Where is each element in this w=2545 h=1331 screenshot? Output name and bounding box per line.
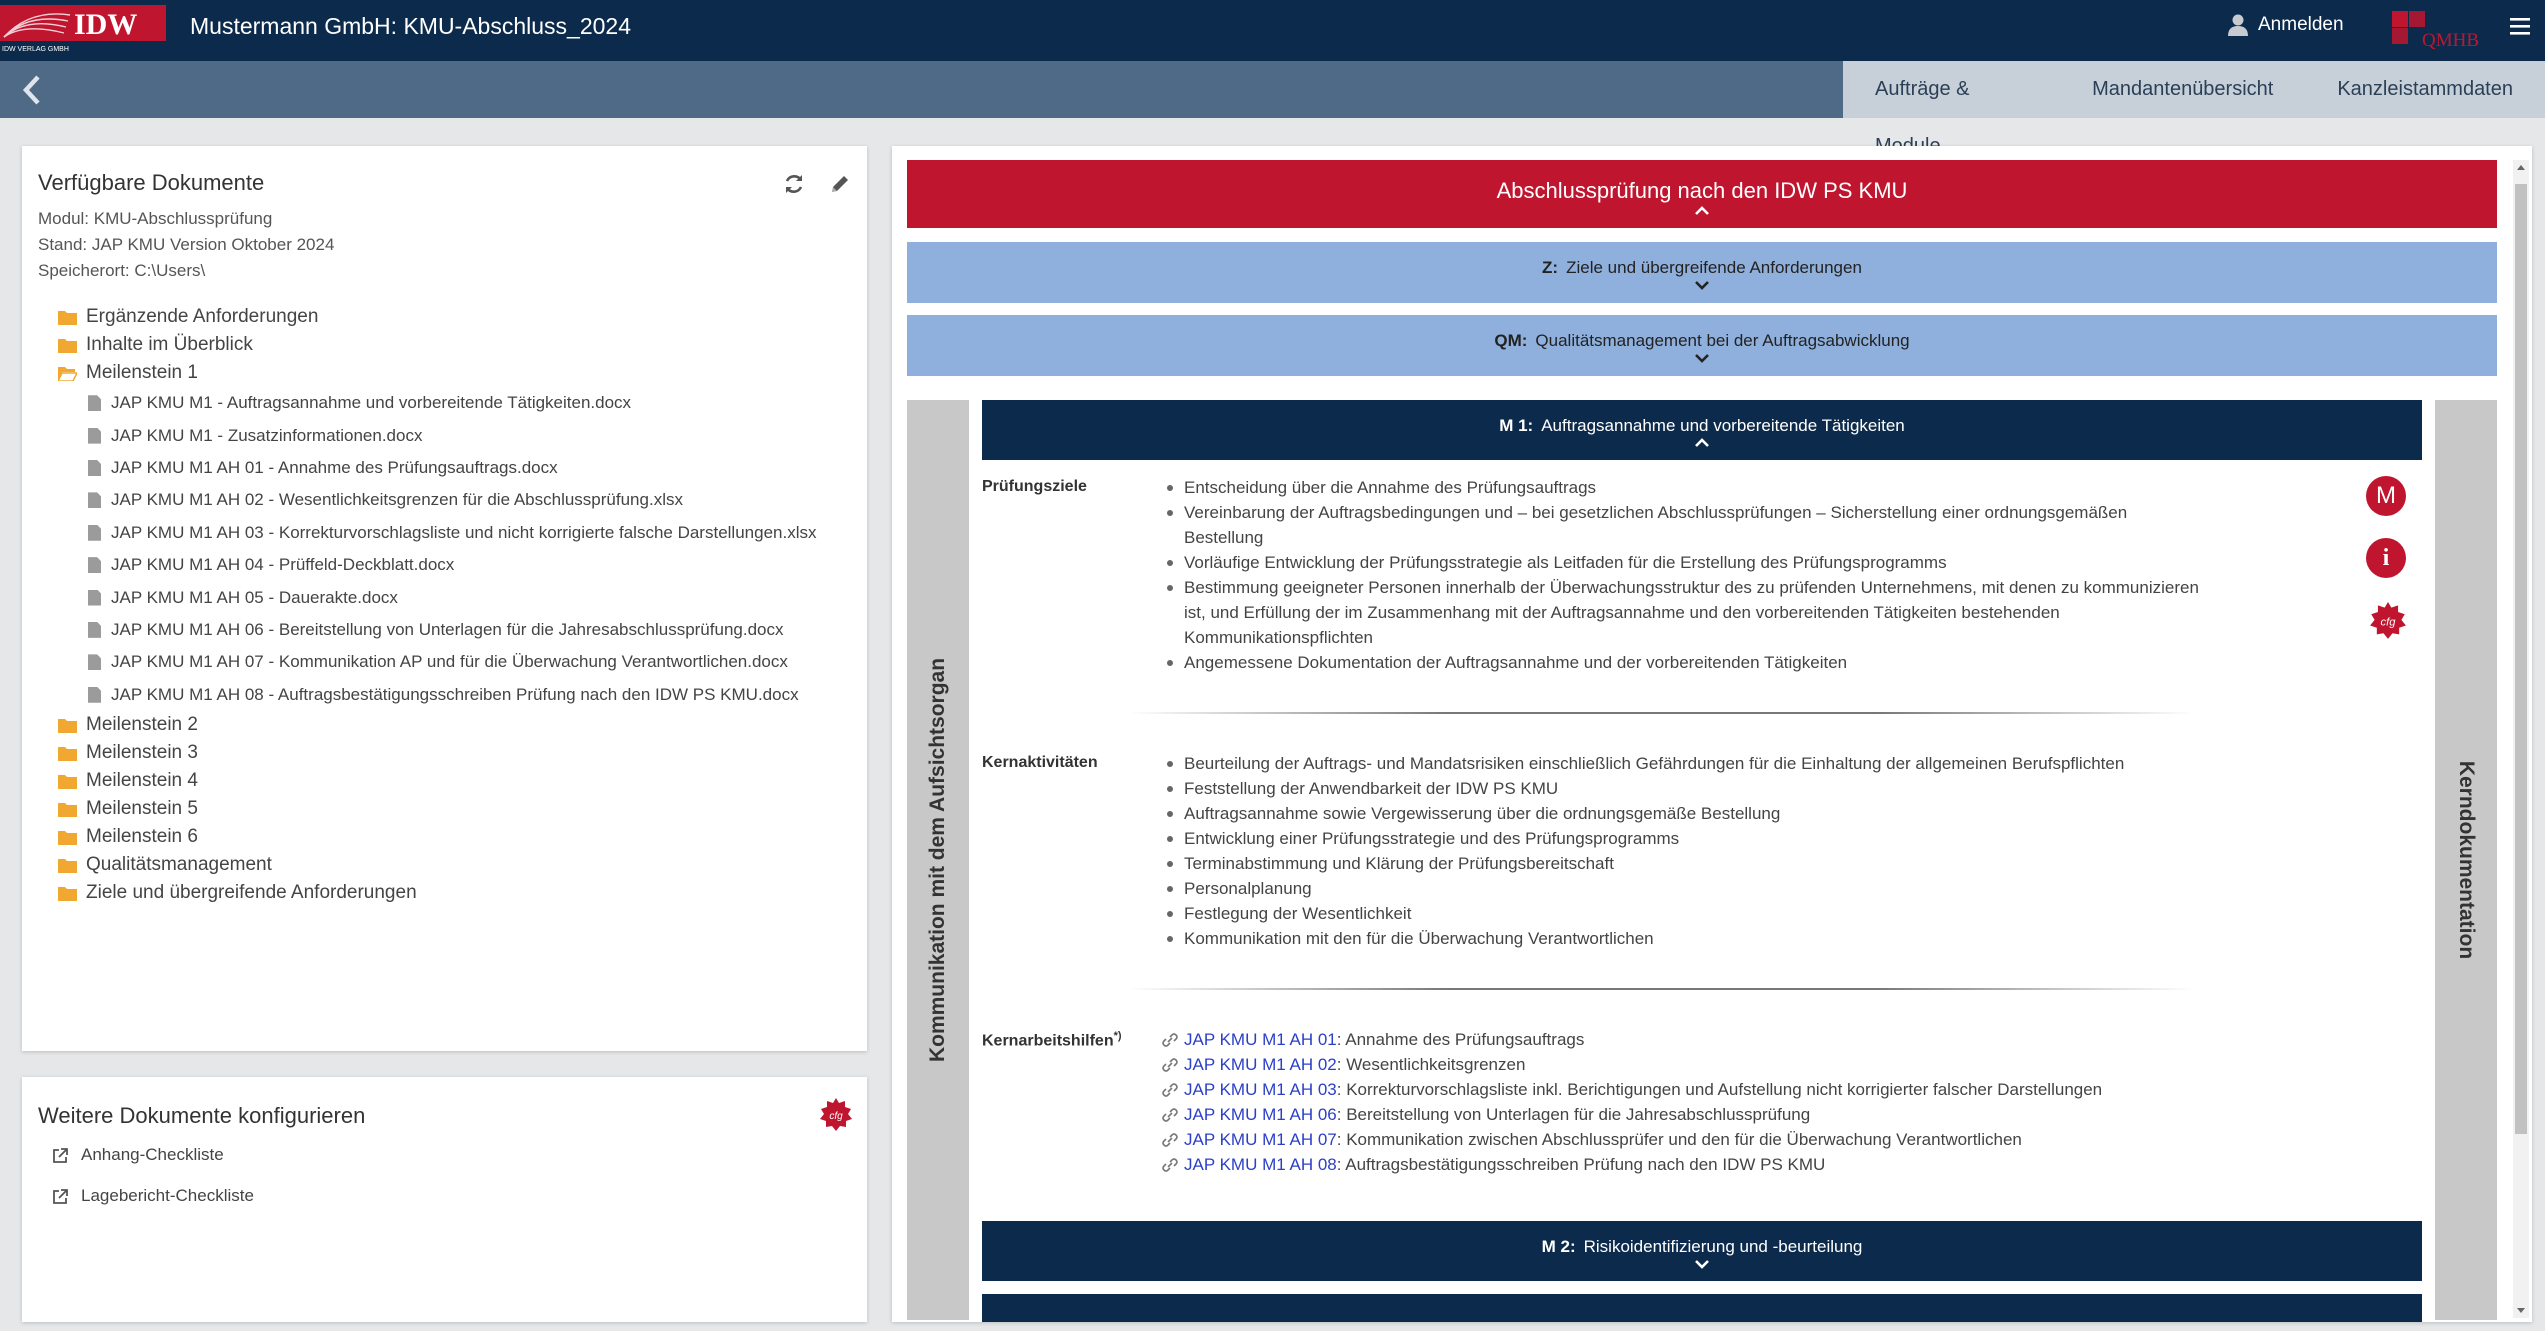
file-icon <box>88 590 101 606</box>
folder-label: Ziele und übergreifende Anforderungen <box>86 881 417 903</box>
chevron-down-icon <box>1694 1259 1710 1269</box>
z-prefix: Z: <box>1542 258 1559 277</box>
speicherort-info: Speicherort: C:\Users\ <box>38 261 206 280</box>
milestone-2-header[interactable] <box>982 1221 2422 1281</box>
chevron-down-icon <box>1694 280 1710 290</box>
document-tree <box>58 303 816 907</box>
list-item <box>1162 1127 2262 1152</box>
nav-bar <box>0 61 2545 118</box>
milestone-1-header[interactable] <box>982 400 2422 460</box>
m2-label: Risikoidentifizierung und -beurteilung <box>1583 1237 1863 1256</box>
pruefungsziele-label: Prüfungsziele <box>982 478 1087 495</box>
ah-description: : Bereitstellung von Unterlagen für die Jahresabschlussprüfung <box>1336 1105 1811 1124</box>
chevron-up-icon <box>1694 438 1710 448</box>
file-label: JAP KMU M1 AH 06 - Bereitstellung von Unterlagen für die Jahresabschlussprüfung.docx <box>111 619 784 639</box>
login-button[interactable] <box>2228 14 2344 36</box>
tree-folder[interactable] <box>58 303 816 331</box>
scroll-up-arrow-icon[interactable] <box>2513 160 2529 174</box>
kommunikation-sidebar[interactable] <box>907 400 969 1320</box>
back-arrow-icon[interactable] <box>18 73 46 107</box>
link-icon <box>1162 1033 1178 1047</box>
cfg-text: cfg <box>2380 616 2396 629</box>
ah-description: : Auftragsbestätigungsschreiben Prüfung nach den IDW PS KMU <box>1336 1155 1826 1174</box>
link-icon <box>1162 1058 1178 1072</box>
folder-icon <box>58 829 77 845</box>
chevron-down-icon <box>1694 353 1710 363</box>
tree-folder[interactable] <box>58 711 816 739</box>
tree-folder[interactable] <box>58 739 816 767</box>
file-icon <box>88 525 101 541</box>
file-icon <box>88 395 101 411</box>
kernarbeitshilfen-list <box>1162 1027 2262 1177</box>
tree-folder-open[interactable] <box>58 359 816 387</box>
ah-link[interactable]: JAP KMU M1 AH 03 <box>1184 1080 1337 1099</box>
tree-file[interactable] <box>58 646 816 678</box>
list-item: Personalplanung <box>1162 876 2202 901</box>
tree-file[interactable] <box>58 614 816 646</box>
folder-label: Meilenstein 1 <box>86 362 198 383</box>
m2-prefix: M 2: <box>1541 1237 1576 1256</box>
configure-documents-panel <box>22 1077 867 1322</box>
nav-tabs <box>1843 61 2545 118</box>
logo-text: IDW <box>74 8 138 41</box>
link-icon <box>1162 1083 1178 1097</box>
list-item <box>1162 1027 2262 1052</box>
tree-folder[interactable] <box>58 331 816 359</box>
file-label: JAP KMU M1 AH 02 - Wesentlichkeitsgrenzen für die Abschlussprüfung.xlsx <box>111 490 683 510</box>
tab-mandantenuebersicht[interactable]: Mandantenübersicht <box>2060 61 2305 118</box>
section-divider <box>1129 988 2194 990</box>
file-label: JAP KMU M1 AH 03 - Korrekturvorschlagsliste und nicht korrigierte falsche Darstellungen.xlsx <box>111 522 817 542</box>
file-icon <box>88 557 101 573</box>
ah-link[interactable]: JAP KMU M1 AH 07 <box>1184 1130 1337 1149</box>
kernarbeitshilfen-label <box>982 1030 1122 1050</box>
tree-file[interactable] <box>58 549 816 581</box>
kerndokumentation-sidebar[interactable] <box>2435 400 2497 1320</box>
tree-file[interactable] <box>58 387 816 419</box>
list-item: Festlegung der Wesentlichkeit <box>1162 901 2202 926</box>
ah-description: : Annahme des Prüfungsauftrags <box>1336 1030 1585 1049</box>
kernaktivitaeten-list <box>1162 751 2202 951</box>
folder-icon <box>58 801 77 817</box>
tree-file[interactable] <box>58 484 816 516</box>
qmhb-logo[interactable] <box>2392 9 2492 49</box>
ah-description: : Kommunikation zwischen Abschlussprüfer und den für die Überwachung Verantwortlichen <box>1336 1130 2022 1149</box>
ziele-band[interactable] <box>907 242 2497 303</box>
qmhb-text: QMHB <box>2422 30 2480 49</box>
m-icon[interactable]: M <box>2366 476 2406 516</box>
tab-kanzleistammdaten[interactable]: Kanzleistammdaten <box>2305 61 2545 118</box>
file-icon <box>88 460 101 476</box>
qm-label: Qualitätsmanagement bei der Auftragsabwicklung <box>1535 331 1910 350</box>
m1-label: Auftragsannahme und vorbereitende Tätigkeiten <box>1541 416 1905 435</box>
tree-folder[interactable] <box>58 879 816 907</box>
cfg-text: cfg <box>829 1111 843 1122</box>
qm-band[interactable] <box>907 315 2497 376</box>
folder-label: Meilenstein 3 <box>86 741 198 763</box>
ah-link[interactable]: JAP KMU M1 AH 08 <box>1184 1155 1337 1174</box>
folder-label: Meilenstein 4 <box>86 769 198 791</box>
ah-link[interactable]: JAP KMU M1 AH 01 <box>1184 1030 1337 1049</box>
list-item <box>1162 1102 2262 1127</box>
module-overview-panel <box>892 146 2532 1322</box>
stand-info: Stand: JAP KMU Version Oktober 2024 <box>38 235 335 254</box>
abschlusspruefung-banner[interactable] <box>907 160 2497 228</box>
file-label: JAP KMU M1 - Auftragsannahme und vorbereitende Tätigkeiten.docx <box>111 393 632 413</box>
modul-info: Modul: KMU-Abschlussprüfung <box>38 209 273 228</box>
refresh-icon[interactable] <box>782 172 806 196</box>
m1-prefix: M 1: <box>1499 416 1534 435</box>
file-label: JAP KMU M1 AH 07 - Kommunikation AP und für die Überwachung Verantwortlichen.docx <box>111 652 788 672</box>
tree-folder[interactable] <box>58 795 816 823</box>
login-label: Anmelden <box>2258 14 2344 35</box>
file-icon <box>88 622 101 638</box>
list-item: Auftragsannahme sowie Vergewisserung über die ordnungsgemäße Bestellung <box>1162 801 2202 826</box>
pruefungsziele-list <box>1162 475 2202 675</box>
folder-label: Meilenstein 5 <box>86 797 198 819</box>
list-item: Bestimmung geeigneter Personen innerhalb der Überwachungsstruktur des zu prüfenden Unternehmens, mit denen zu kommunizieren ist, und Erfüllung der im Zusammenhang mit der Auftragsannahme und den vorbereitenden Tätigkeiten bestehenden Kommunikationspflichten <box>1162 575 2202 650</box>
link-label: Anhang-Checkliste <box>81 1145 224 1164</box>
file-label: JAP KMU M1 AH 04 - Prüffeld-Deckblatt.docx <box>111 555 455 575</box>
folder-icon <box>58 309 77 325</box>
anhang-checkliste-link[interactable] <box>52 1145 224 1165</box>
folder-label: Meilenstein 2 <box>86 713 198 735</box>
list-item: Kommunikation mit den für die Überwachung Verantwortlichen <box>1162 926 2202 951</box>
list-item: Feststellung der Anwendbarkeit der IDW PS KMU <box>1162 776 2202 801</box>
list-item: Vorläufige Entwicklung der Prüfungsstrategie als Leitfaden für die Erstellung des Prüfungsprogramms <box>1162 550 2202 575</box>
milestone-3-header[interactable] <box>982 1294 2422 1322</box>
file-icon <box>88 428 101 444</box>
file-label: JAP KMU M1 AH 01 - Annahme des Prüfungsauftrags.docx <box>111 457 558 477</box>
list-item: Terminabstimmung und Klärung der Prüfungsbereitschaft <box>1162 851 2202 876</box>
folder-icon <box>58 717 77 733</box>
folder-label: Meilenstein 6 <box>86 825 198 847</box>
idw-logo[interactable] <box>0 5 166 53</box>
tree-folder[interactable] <box>58 823 816 851</box>
file-label: JAP KMU M1 AH 08 - Auftragsbestätigungsschreiben Prüfung nach den IDW PS KMU.docx <box>111 684 799 704</box>
file-icon <box>88 492 101 508</box>
tree-file[interactable] <box>58 452 816 484</box>
file-label: JAP KMU M1 - Zusatzinformationen.docx <box>111 425 423 445</box>
section-divider <box>1129 712 2194 714</box>
panel-title: Verfügbare Dokumente <box>38 170 265 195</box>
list-item <box>1162 1077 2262 1102</box>
edit-pencil-icon[interactable] <box>828 172 852 196</box>
scroll-down-arrow-icon[interactable] <box>2513 1304 2529 1318</box>
external-link-icon <box>52 1147 69 1164</box>
info-icon[interactable]: i <box>2366 538 2406 578</box>
tree-file[interactable] <box>58 679 816 711</box>
list-item <box>1162 1052 2262 1077</box>
ah-link[interactable]: JAP KMU M1 AH 02 <box>1184 1055 1337 1074</box>
sidebar-label: Kommunikation mit dem Aufsichtsorgan <box>926 657 949 1063</box>
z-label: Ziele und übergreifende Anforderungen <box>1566 258 1862 277</box>
link-icon <box>1162 1158 1178 1172</box>
ah-description: : Korrekturvorschlagsliste inkl. Berichtigungen und Aufstellung nicht korrigierter falscher Darstellungen <box>1336 1080 2103 1099</box>
file-icon <box>88 687 101 703</box>
file-label: JAP KMU M1 AH 05 - Dauerakte.docx <box>111 587 398 607</box>
tree-file[interactable] <box>58 581 816 613</box>
link-icon <box>1162 1133 1178 1147</box>
user-icon <box>2228 14 2248 36</box>
folder-icon <box>58 857 77 873</box>
sidebar-label: Kerndokumentation <box>2455 760 2478 960</box>
tab-auftraege-module[interactable]: Aufträge & <box>1843 61 2060 118</box>
banner-title: Abschlussprüfung nach den IDW PS KMU <box>1496 178 1908 203</box>
list-item: Vereinbarung der Auftragsbedingungen und – bei gesetzlichen Abschlussprüfungen – Sicherstellung einer ordnungsgemäßen Bestellung <box>1162 500 2202 550</box>
top-bar <box>0 0 2545 61</box>
logo-subtext: IDW VERLAG GMBH <box>2 46 69 53</box>
list-item <box>1162 1152 2262 1177</box>
folder-icon <box>58 773 77 789</box>
file-icon <box>88 654 101 670</box>
folder-label: Inhalte im Überblick <box>86 334 253 355</box>
tree-file[interactable] <box>58 517 816 549</box>
app-title: Mustermann GmbH: KMU-Abschluss_2024 <box>190 13 631 39</box>
cfg-gear-icon[interactable] <box>2369 602 2407 640</box>
cfg-gear-icon[interactable] <box>819 1098 853 1132</box>
ah-description: : Wesentlichkeitsgrenzen <box>1336 1055 1526 1074</box>
hamburger-menu-icon[interactable] <box>2508 14 2532 38</box>
list-item: Entwicklung einer Prüfungsstrategie und des Prüfungsprogramms <box>1162 826 2202 851</box>
kernarbeitshilfen-text: Kernarbeitshilfen <box>982 1032 1114 1050</box>
list-item: Angemessene Dokumentation der Auftragsannahme und der vorbereitenden Tätigkeiten <box>1162 650 2202 675</box>
kernaktivitaeten-label: Kernaktivitäten <box>982 754 1098 771</box>
list-item: Entscheidung über die Annahme des Prüfungsauftrags <box>1162 475 2202 500</box>
tree-folder[interactable] <box>58 767 816 795</box>
external-link-icon <box>52 1188 69 1205</box>
available-documents-panel <box>22 146 867 1051</box>
tree-folder[interactable] <box>58 851 816 879</box>
link-label: Lagebericht-Checkliste <box>81 1186 254 1205</box>
list-item: Beurteilung der Auftrags- und Mandatsrisiken einschließlich Gefährdungen für die Einhaltung der allgemeinen Berufspflichten <box>1162 751 2202 776</box>
folder-open-icon <box>58 365 77 381</box>
link-icon <box>1162 1108 1178 1122</box>
chevron-up-icon <box>1694 206 1710 216</box>
scroll-thumb[interactable] <box>2515 184 2527 1134</box>
folder-icon <box>58 885 77 901</box>
folder-label: Qualitätsmanagement <box>86 853 272 875</box>
folder-icon <box>58 337 77 353</box>
tree-file[interactable] <box>58 419 816 451</box>
vertical-scrollbar[interactable] <box>2513 160 2529 1318</box>
folder-icon <box>58 745 77 761</box>
footnote-marker: *) <box>1113 1030 1122 1042</box>
ah-link[interactable]: JAP KMU M1 AH 06 <box>1184 1105 1337 1124</box>
folder-label: Ergänzende Anforderungen <box>86 306 319 327</box>
qm-prefix: QM: <box>1494 331 1528 350</box>
lagebericht-checkliste-link[interactable] <box>52 1186 254 1206</box>
panel-title: Weitere Dokumente konfigurieren <box>38 1103 366 1128</box>
